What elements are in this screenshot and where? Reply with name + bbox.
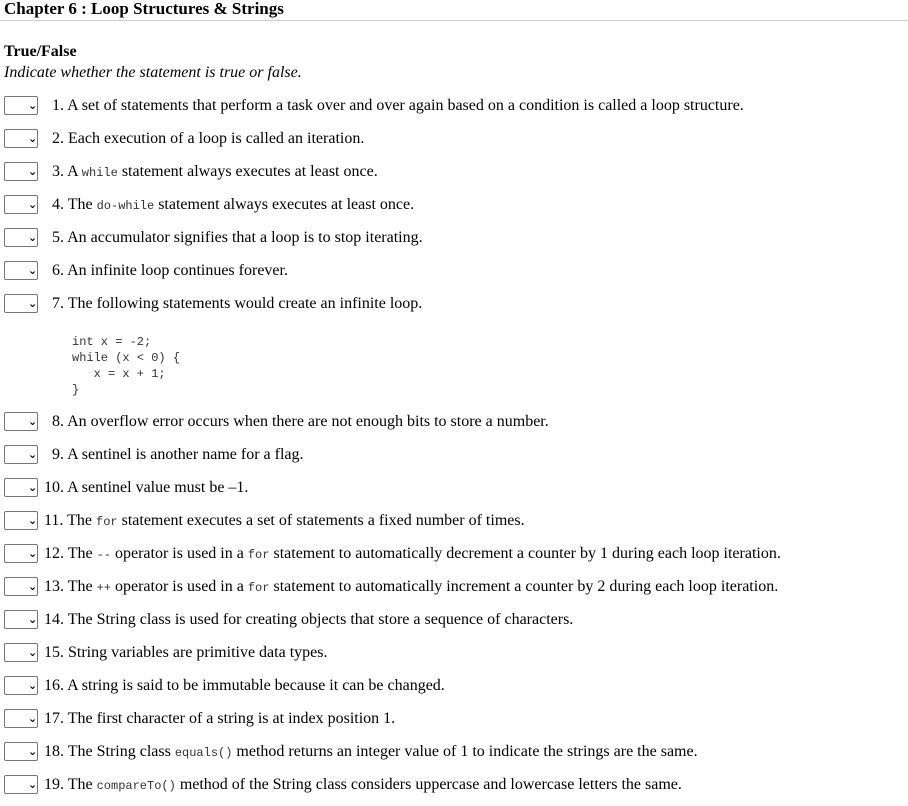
question-text: [52, 262, 288, 280]
question-6: [4, 260, 904, 282]
question-stem-cont: method returns an integer value of 1 to indicate the strings are the same.: [236, 743, 698, 760]
answer-select-6[interactable]: [4, 261, 38, 280]
answer-select-4[interactable]: [4, 195, 38, 214]
chevron-down-icon: ⌄: [28, 448, 38, 461]
chevron-down-icon: ⌄: [28, 165, 38, 178]
question-number: 9.: [52, 446, 64, 463]
answer-select-7[interactable]: [4, 294, 38, 313]
question-text: [52, 413, 549, 431]
question-stem: Each execution of a loop is called an iteration.: [68, 130, 365, 147]
question-text: [52, 446, 304, 464]
chevron-down-icon: ⌄: [28, 231, 38, 244]
code-keyword: while: [81, 166, 118, 180]
question-number: 5.: [52, 229, 64, 246]
question-4: [4, 194, 904, 216]
question-text: [44, 611, 573, 629]
question-stem-cont: statement executes a set of statements a fixed number of times.: [121, 512, 525, 529]
chevron-down-icon: ⌄: [28, 264, 38, 277]
question-stem: String variables are primitive data types.: [68, 644, 328, 661]
question-number: 6.: [52, 262, 64, 279]
question-stem: The: [67, 578, 93, 595]
question-stem-cont: statement to automatically decrement a counter by 1 during each loop iteration.: [273, 545, 781, 562]
question-stem-cont: statement always executes at least once.: [121, 163, 378, 180]
chevron-down-icon: ⌄: [28, 99, 38, 112]
question-15: [4, 642, 904, 664]
question-stem-cont: operator is used in a: [115, 545, 244, 562]
question-stem-cont: method of the String class considers uppercase and lowercase letters the same.: [179, 776, 682, 793]
question-number: 13.: [44, 578, 64, 595]
question-text: [52, 196, 414, 215]
question-number: 18.: [44, 743, 64, 760]
chevron-down-icon: ⌄: [28, 132, 38, 145]
question-8: [4, 411, 904, 433]
answer-select-2[interactable]: [4, 129, 38, 148]
answer-select-12[interactable]: [4, 544, 38, 563]
question-text: [44, 776, 682, 795]
question-stem: A sentinel is another name for a flag.: [67, 446, 304, 463]
answer-select-5[interactable]: [4, 228, 38, 247]
chevron-down-icon: ⌄: [28, 514, 38, 527]
question-stem: An accumulator signifies that a loop is to stop iterating.: [67, 229, 423, 246]
q7-code-block: int x = -2; while (x < 0) { x = x + 1; }: [72, 335, 181, 397]
question-stem: The: [67, 545, 93, 562]
chevron-down-icon: ⌄: [28, 481, 38, 494]
question-stem-cont: statement to automatically increment a counter by 2 during each loop iteration.: [273, 578, 779, 595]
code-keyword: --: [96, 548, 111, 562]
code-keyword: for: [247, 581, 270, 595]
chevron-down-icon: ⌄: [28, 580, 38, 593]
question-number: 7.: [52, 295, 64, 312]
question-number: 17.: [44, 710, 64, 727]
answer-select-10[interactable]: [4, 478, 38, 497]
answer-select-9[interactable]: [4, 445, 38, 464]
answer-select-1[interactable]: [4, 96, 38, 115]
answer-select-14[interactable]: [4, 610, 38, 629]
question-stem: The String class is used for creating objects that store a sequence of characters.: [67, 611, 574, 628]
question-17: [4, 708, 904, 730]
question-2: [4, 128, 904, 150]
question-number: 15.: [44, 644, 64, 661]
chevron-down-icon: ⌄: [28, 415, 38, 428]
question-stem: The following statements would create an infinite loop.: [67, 295, 423, 312]
answer-select-13[interactable]: [4, 577, 38, 596]
chevron-down-icon: ⌄: [28, 778, 38, 791]
section-instructions: Indicate whether the statement is true or false.: [4, 64, 302, 81]
answer-select-16[interactable]: [4, 676, 38, 695]
question-stem: A set of statements that perform a task over and over again based on a condition is called a loop structure.: [67, 97, 744, 114]
question-text: [44, 479, 248, 497]
question-number: 14.: [44, 611, 64, 628]
chevron-down-icon: ⌄: [28, 712, 38, 725]
question-1: [4, 95, 904, 117]
answer-select-18[interactable]: [4, 742, 38, 761]
chapter-title: Chapter 6 : Loop Structures & Strings: [4, 0, 284, 18]
question-5: [4, 227, 904, 249]
chevron-down-icon: ⌄: [28, 646, 38, 659]
question-stem: The String class: [67, 743, 171, 760]
question-16: [4, 675, 904, 697]
question-7: [4, 293, 904, 315]
section-title: True/False: [4, 43, 77, 60]
question-13: [4, 576, 904, 598]
chevron-down-icon: ⌄: [28, 679, 38, 692]
question-stem: The: [67, 196, 93, 213]
code-keyword: equals(): [174, 746, 233, 760]
question-number: 10.: [44, 479, 64, 496]
question-number: 16.: [44, 677, 64, 694]
chevron-down-icon: ⌄: [28, 613, 38, 626]
question-text: [52, 295, 422, 313]
question-text: [44, 710, 395, 728]
chevron-down-icon: ⌄: [28, 547, 38, 560]
question-stem: An overflow error occurs when there are not enough bits to store a number.: [67, 413, 549, 430]
question-number: 19.: [44, 776, 64, 793]
question-stem-cont: operator is used in a: [115, 578, 244, 595]
answer-select-3[interactable]: [4, 162, 38, 181]
question-number: 2.: [52, 130, 64, 147]
question-stem: The: [67, 776, 93, 793]
question-3: [4, 161, 904, 183]
question-text: [44, 545, 781, 564]
answer-select-15[interactable]: [4, 643, 38, 662]
question-10: [4, 477, 904, 499]
question-text: [44, 677, 445, 695]
question-text: [44, 743, 698, 762]
chevron-down-icon: ⌄: [28, 198, 38, 211]
answer-select-19[interactable]: [4, 775, 38, 794]
question-number: 8.: [52, 413, 64, 430]
question-19: [4, 774, 904, 796]
code-keyword: for: [96, 515, 118, 529]
question-14: [4, 609, 904, 631]
question-stem: A string is said to be immutable because it can be changed.: [67, 677, 445, 694]
code-keyword: do-while: [96, 199, 155, 213]
chevron-down-icon: ⌄: [28, 745, 38, 758]
question-text: [44, 578, 778, 597]
question-text: [52, 130, 364, 148]
code-keyword: ++: [96, 581, 111, 595]
question-text: [52, 97, 744, 115]
question-text: [44, 512, 525, 531]
question-stem: The: [67, 512, 92, 529]
code-keyword: compareTo(): [96, 779, 176, 793]
question-9: [4, 444, 904, 466]
code-keyword: for: [247, 548, 270, 562]
answer-select-11[interactable]: [4, 511, 38, 530]
question-number: 12.: [44, 545, 64, 562]
question-stem-cont: statement always executes at least once.: [158, 196, 415, 213]
answer-select-8[interactable]: [4, 412, 38, 431]
question-number: 11.: [44, 512, 64, 529]
title-divider: [0, 20, 908, 21]
question-stem: A: [67, 163, 78, 180]
question-number: 4.: [52, 196, 64, 213]
question-number: 3.: [52, 163, 64, 180]
question-11: [4, 510, 904, 532]
question-text: [52, 163, 378, 182]
question-stem: An infinite loop continues forever.: [67, 262, 288, 279]
question-12: [4, 543, 904, 565]
question-text: [52, 229, 423, 247]
question-text: [44, 644, 327, 662]
question-number: 1.: [52, 97, 64, 114]
question-stem: The first character of a string is at index position 1.: [67, 710, 396, 727]
question-18: [4, 741, 904, 763]
chevron-down-icon: ⌄: [28, 297, 38, 310]
question-stem: A sentinel value must be –1.: [67, 479, 249, 496]
answer-select-17[interactable]: [4, 709, 38, 728]
